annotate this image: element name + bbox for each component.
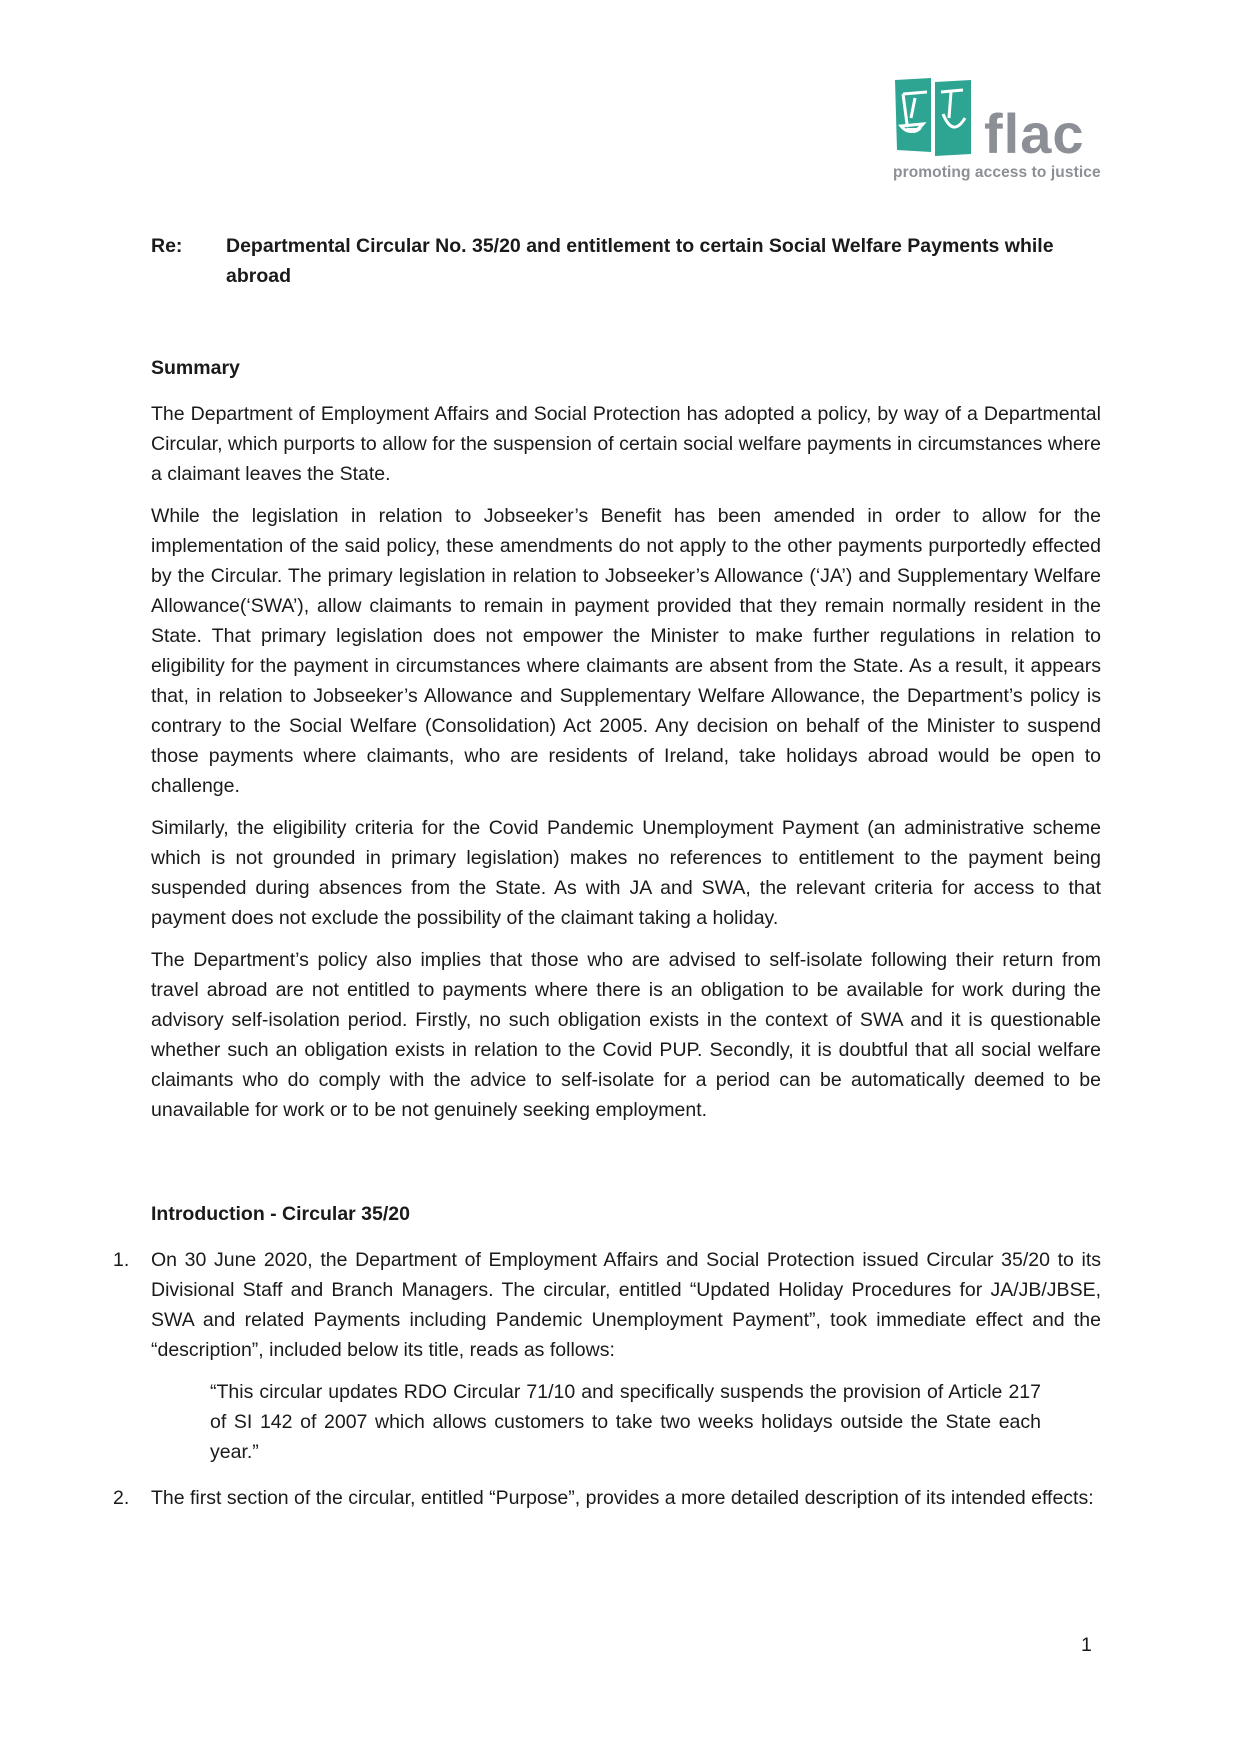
subject-title: Departmental Circular No. 35/20 and entitlement to certain Social Welfare Payments while abroad [226,235,1054,287]
summary-paragraph: The Department of Employment Affairs and Social Protection has adopted a policy, by way of a Departmental Circular, which purports to allow for the suspension of certain social welfare payments in circumstances where a claimant leaves the State. [151,403,1101,485]
page-number: 1 [1081,1634,1092,1656]
paragraph-number: 2. [113,1487,130,1509]
summary-heading: Summary [151,357,240,379]
introduction-heading: Introduction - Circular 35/20 [151,1203,410,1225]
paragraph-number: 1. [113,1249,130,1271]
block-quote: “This circular updates RDO Circular 71/10 and specifically suspends the provision of Article 217 of SI 142 of 2007 which allows customers to take two weeks holidays outside the State each year.” [210,1381,1041,1463]
logo-wordmark: flac [984,102,1085,165]
document-body [113,353,1101,1525]
summary-paragraph: The Department’s policy also implies that those who are advised to self-isolate following their return from travel abroad are not entitled to payments where there is an obligation to be available for work during the advisory self-isolation period. Firstly, no such obligation exists in the context of SWA and it is questionable whether such an obligation exists in relation to the Covid PUP. Secondly, it is doubtful that all social welfare claimants who do comply with the advice to self-isolate for a period can be automatically deemed to be unavailable for work or to be not genuinely seeking employment. [151,949,1101,1121]
summary-paragraph: While the legislation in relation to Jobseeker’s Benefit has been amended in order to allow for the implementation of the said policy, these amendments do not apply to the other payments purportedly effected by the Circular. The primary legislation in relation to Jobseeker’s Allowance (‘JA’) and Supplementary Welfare Allowance(‘SWA’), allow claimants to remain in payment provided that they remain normally resident in the State. That primary legislation does not empower the Minister to make further regulations in relation to eligibility for the payment in circumstances where claimants are absent from the State. As a result, it appears that, in relation to Jobseeker’s Allowance and Supplementary Welfare Allowance, the Department’s policy is contrary to the Social Welfare (Consolidation) Act 2005. Any decision on behalf of the Minister to suspend those payments where claimants, who are residents of Ireland, take holidays abroad would be open to challenge. [151,505,1101,797]
scales-of-justice-icon [893,78,973,156]
logo-tagline: promoting access to justice [893,164,1101,181]
summary-paragraph: Similarly, the eligibility criteria for the Covid Pandemic Unemployment Payment (an administrative scheme which is not grounded in primary legislation) makes no references to entitlement to the payment being suspended during absences from the State. As with JA and SWA, the relevant criteria for access to that payment does not exclude the possibility of the claimant taking a holiday. [151,817,1101,929]
numbered-paragraph [113,1483,1101,1513]
paragraph-text: On 30 June 2020, the Department of Employment Affairs and Social Protection issued Circular 35/20 to its Divisional Staff and Branch Managers. The circular, entitled “Updated Holiday Procedures for JA/JB/JBSE, SWA and related Payments including Pandemic Unemployment Payment”, took immediate effect and the “description”, included below its title, reads as follows: [151,1249,1101,1361]
numbered-paragraph [113,1245,1101,1365]
paragraph-text: The first section of the circular, entitled “Purpose”, provides a more detailed description of its intended effects: [151,1487,1094,1509]
re-label: Re: [151,235,183,257]
flac-logo [893,78,1101,183]
